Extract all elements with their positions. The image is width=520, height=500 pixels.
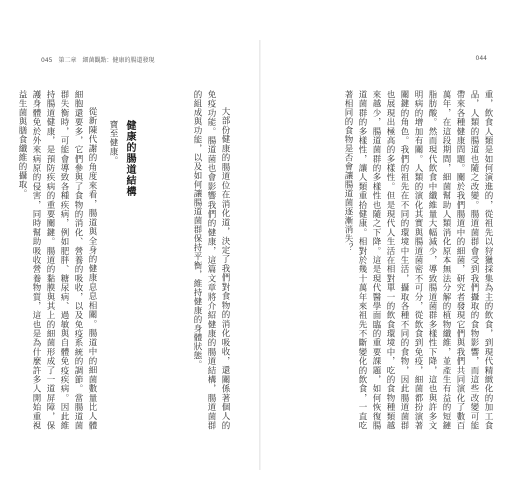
left-page-folio: 045 第二章 細菌觀點：健康的腸道發現 [41,57,155,64]
left-page [0,0,259,500]
right-page-text-column [307,90,495,430]
left-page-text-column [144,90,232,430]
right-page-folio: 044 [475,55,487,62]
paragraph: 大部份健康的腸道位在消化道，決定了我們對食物的消化吸收，還關係著個人的免疫功能。腸道菌也會影響我們的健康，這篇文章將介紹健康的腸道結構，腸道菌群的組成與功能，以及如何讓腸道菌群保持平衡，維持健康的身體狀態。 [192,90,230,430]
section-intro-line: 寶至健康。 [108,120,118,165]
section-heading: 健康的腸道結構 [124,120,135,197]
paragraph: 重，飲食人類是如何演進的，從祖先以狩獵採集為主的飲食，到現代精緻化的加工食品，人類的腸道也隨之改變。腸道菌群會受到我們攝取的食物影響，而這些改變可能帶來各種健康問題。關於我們腸道中的細菌，研究者發現它們與我們共同演化了數百萬年，在這段期間，細菌幫助人類消化原本無法分解的植物纖維，並產生有益的短鏈脂肪酸。然而現代飲食中纖維量大幅減少，導致腸道菌群多樣性下降，這也與許多文明病的增加有關。人類的演化其實與腸道菌密不可分，從飲食到免疫，細菌都扮演著關鍵的角色。我們的祖先在不同的環境中生活，攝取各種不同的食物，因此腸道菌群也展現出極高的多樣性。但是現代人生活在相對單一的飲食環境中，吃的食物種類越來越少，腸道菌群的多樣性也隨之下降。這是現代醫學面臨的重要課題，如何恢復腸道菌群的多樣性，讓人類重拾健康。相對於幾十萬年來祖先不斷變化的飲食，一直吃著相同的食物是否會讓腸道菌逐漸消失？ [343,90,493,430]
paragraph: 從新陳代謝的角度來看，腸道與全身的健康息息相關。腸道中的細菌數量比人體細胞還要多，它們參與了食物的消化、營養的吸收，以及免疫系統的調節。當腸道菌群失衡時，可能會導致各種疾病，例如肥胖、糖尿病、過敏與自體免疫疾病。因此維持腸道健康，是預防疾病的重要關鍵。腸道的黏膜與其上的細菌形成了一道屏障，保護身體免於外來病原的侵害，同時幫助吸收營養物質，這也是為什麼許多人開始重視益生菌與膳食纖維的攝取。 [17,90,97,430]
right-page [261,0,520,500]
left-page-text-column-2 [17,90,99,430]
